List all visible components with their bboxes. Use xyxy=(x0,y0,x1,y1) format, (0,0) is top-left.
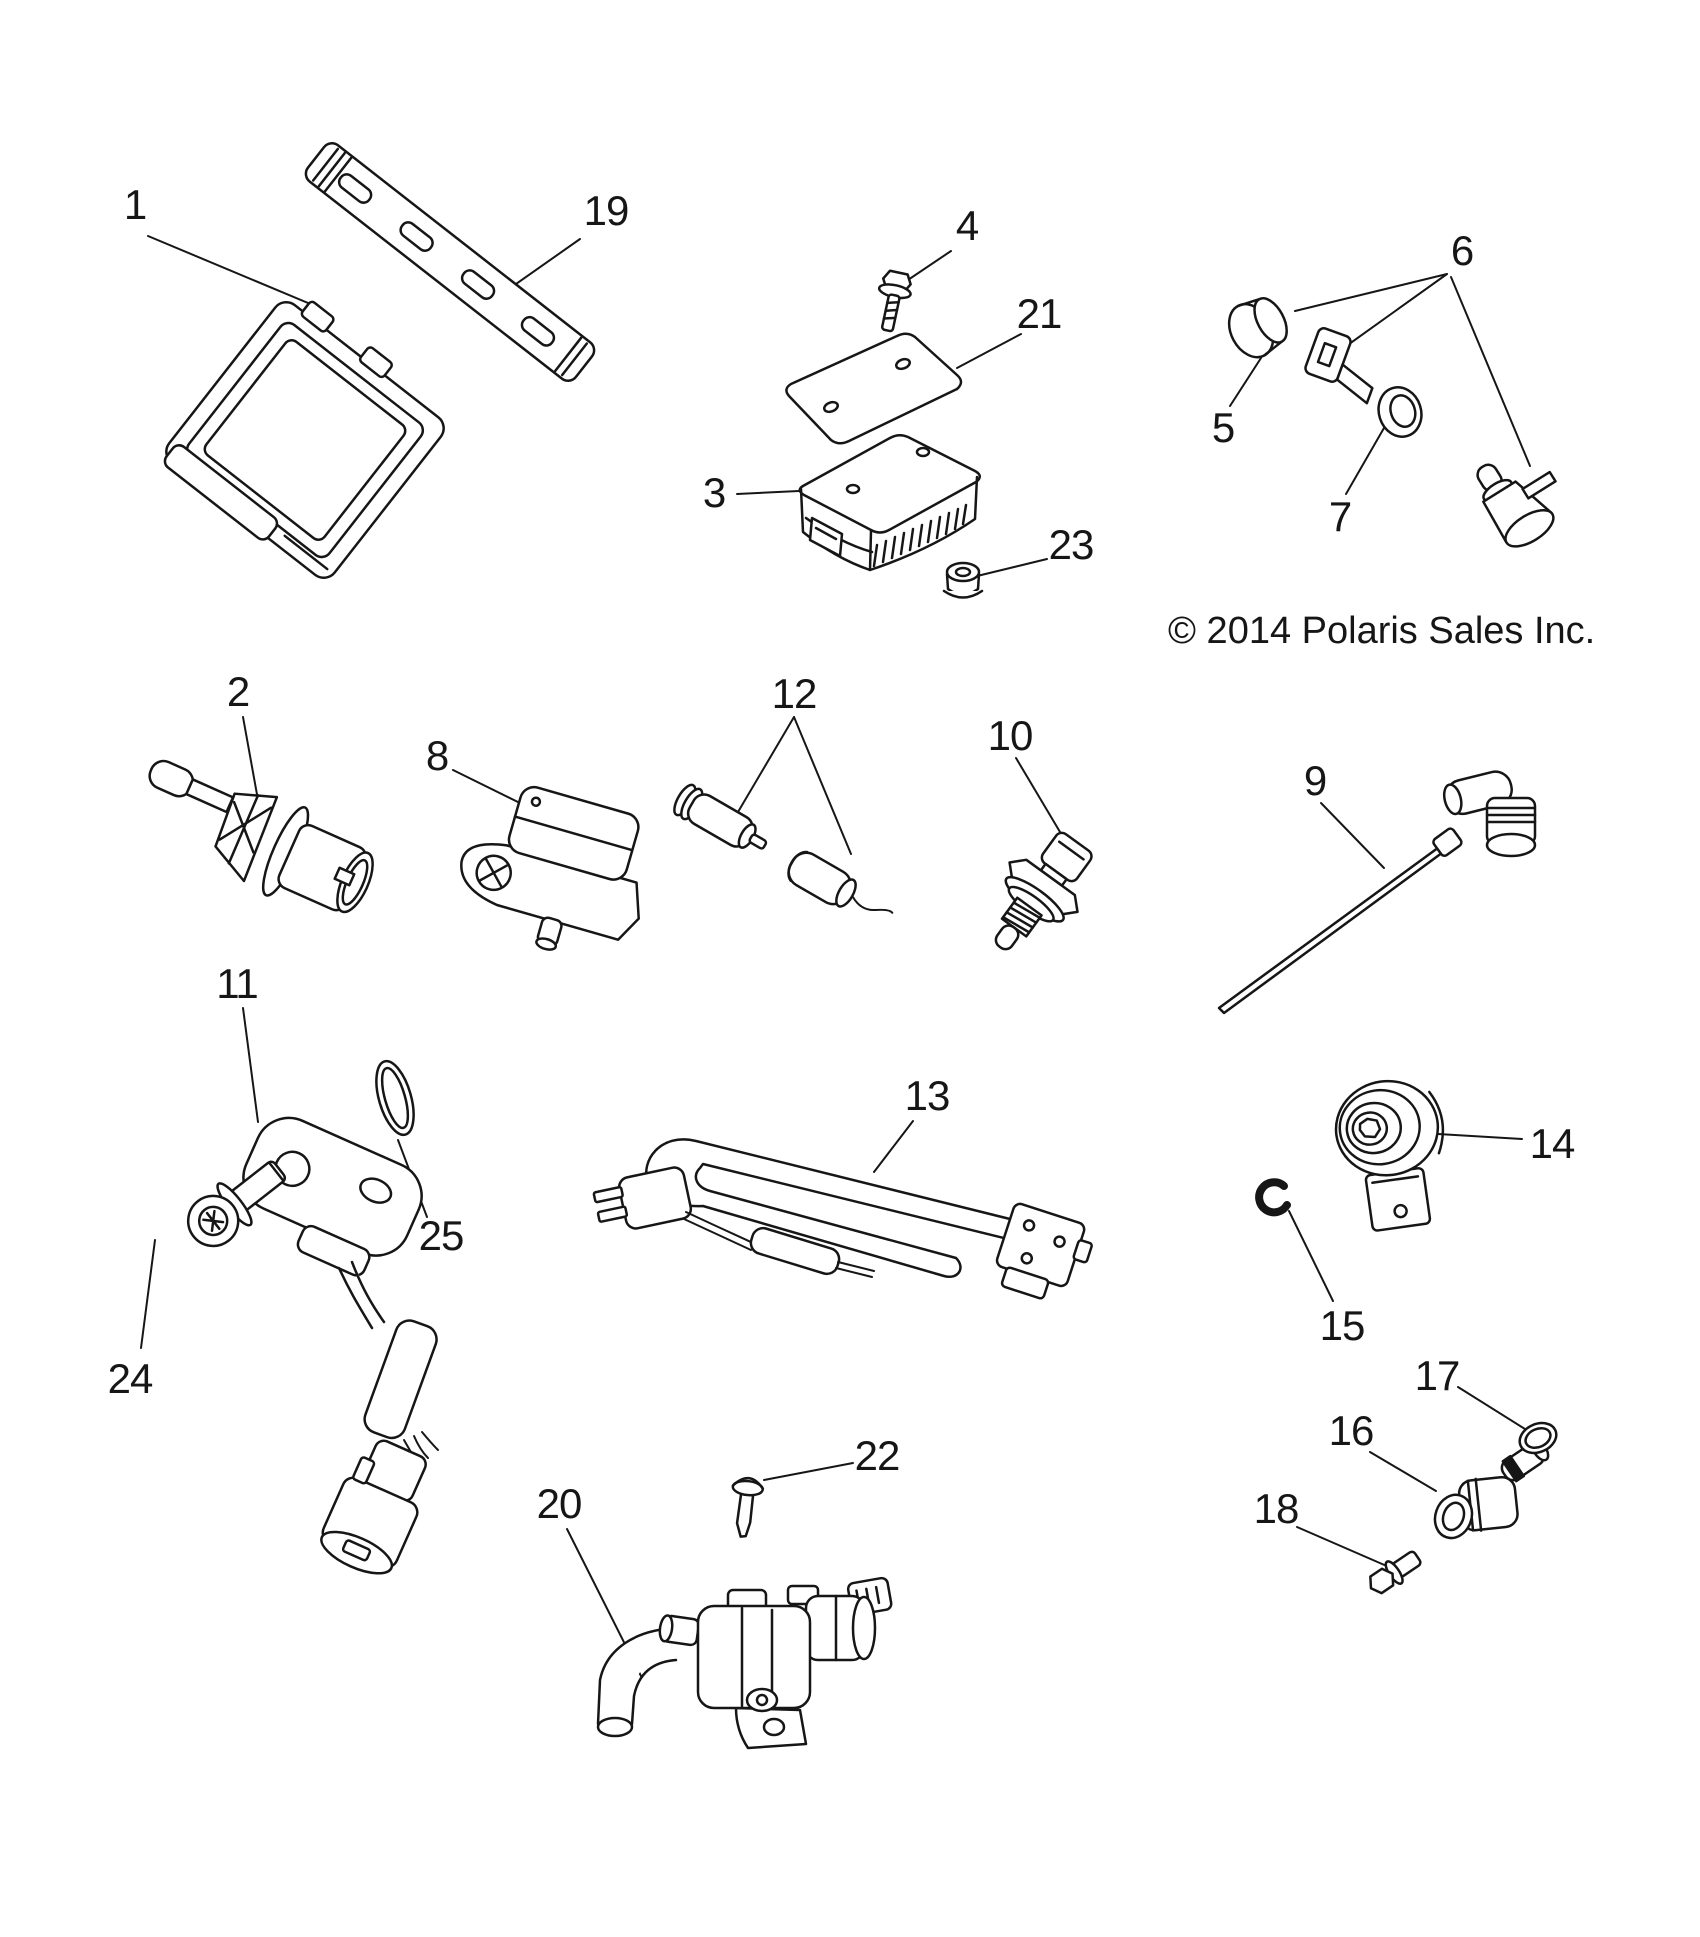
callout-6: 6 xyxy=(1450,227,1474,274)
part-18-bolt-drawing xyxy=(1364,1546,1425,1599)
callout-4: 4 xyxy=(955,202,979,249)
part-12-cap-b-drawing xyxy=(783,847,898,933)
callout-18: 18 xyxy=(1253,1485,1299,1532)
callout-16: 16 xyxy=(1328,1407,1374,1454)
callout-19: 19 xyxy=(583,187,629,234)
callout-9: 9 xyxy=(1303,757,1327,804)
callout-14: 14 xyxy=(1529,1120,1575,1167)
part-14-knock-sensor-drawing xyxy=(1330,1074,1456,1234)
callout-22: 22 xyxy=(854,1432,900,1479)
part-6-key-drawing xyxy=(1301,327,1386,404)
callout-23: 23 xyxy=(1048,521,1094,568)
part-5-cap-drawing xyxy=(1220,290,1295,365)
callout-11: 11 xyxy=(216,960,258,1007)
part-25-oring-drawing xyxy=(369,1057,421,1139)
callout-8: 8 xyxy=(425,732,449,779)
callout-1: 1 xyxy=(123,181,147,228)
callout-12: 12 xyxy=(771,670,817,717)
part-13-heater-element-drawing xyxy=(592,1139,1098,1308)
part-12-cap-a-drawing xyxy=(670,782,773,861)
callout-2: 2 xyxy=(226,668,250,715)
part-8-map-sensor-drawing xyxy=(445,773,666,971)
callout-13: 13 xyxy=(904,1072,950,1119)
callout-5: 5 xyxy=(1211,404,1235,451)
part-20-valve-assembly-drawing xyxy=(598,1577,892,1748)
callout-7: 7 xyxy=(1328,493,1352,540)
part-4-screw-drawing xyxy=(871,269,915,333)
callout-25: 25 xyxy=(418,1212,464,1259)
part-1-ecm-drawing xyxy=(157,286,458,589)
part-15-eclip-drawing xyxy=(1259,1182,1287,1212)
part-3-regulator-drawing xyxy=(800,435,980,570)
part-2-sensor-drawing xyxy=(124,744,387,931)
part-21-gasket-drawing xyxy=(786,334,961,444)
part-6-sensor-drawing xyxy=(1466,438,1576,554)
callout-10: 10 xyxy=(987,712,1033,759)
callout-15: 15 xyxy=(1319,1302,1365,1349)
callout-21: 21 xyxy=(1016,290,1062,337)
callout-24: 24 xyxy=(107,1355,153,1402)
part-23-grommet-drawing xyxy=(944,563,982,598)
callout-17: 17 xyxy=(1414,1352,1460,1399)
part-22-screw-drawing xyxy=(728,1477,764,1539)
copyright-text: © 2014 Polaris Sales Inc. xyxy=(1168,610,1596,652)
part-9-rod-sensor-drawing xyxy=(1219,768,1535,1013)
callout-20: 20 xyxy=(536,1480,582,1527)
part-10-temp-sensor-drawing xyxy=(966,817,1110,972)
callout-3: 3 xyxy=(702,469,726,516)
